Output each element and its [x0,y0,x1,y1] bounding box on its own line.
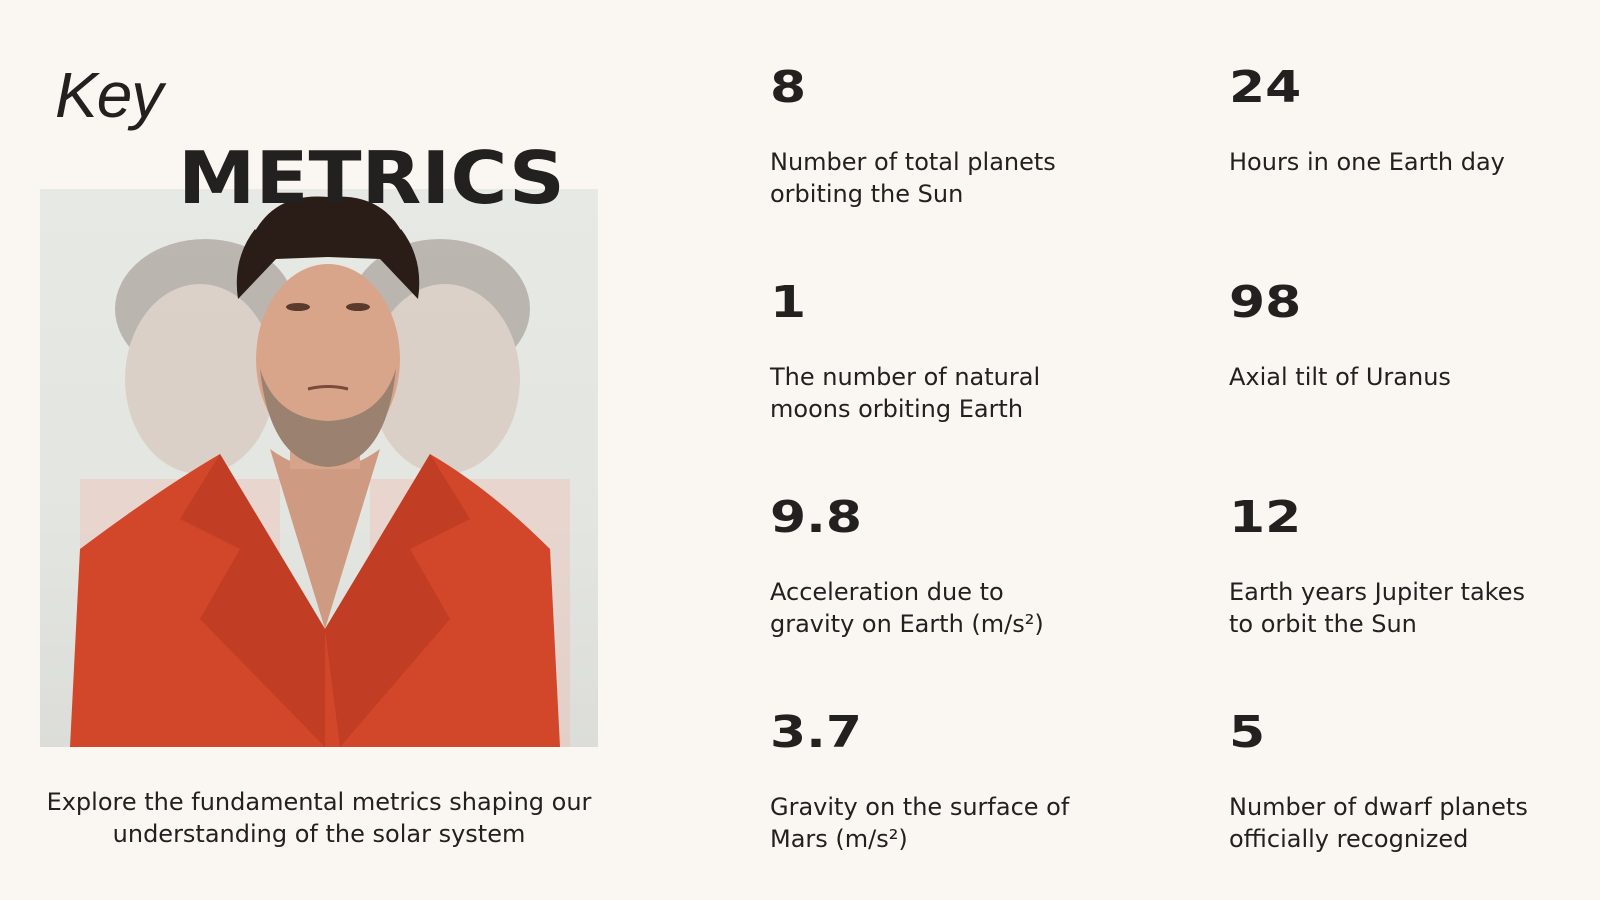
metric-card-uranus-tilt [1229,277,1589,393]
metric-value: 8 [770,62,807,113]
metric-description: The number of natural moons orbiting Earth [770,363,1041,423]
metric-card-earth-moons [770,277,1130,425]
title-metrics: METRICS [178,136,565,220]
portrait-photo [40,189,598,747]
metric-value: 9.8 [770,492,862,543]
metric-description: Earth years Jupiter takes to orbit the Sun [1229,578,1525,638]
metric-card-mars-gravity [770,707,1130,855]
metric-description: Axial tilt of Uranus [1229,363,1451,391]
title-key: Key [55,59,163,131]
metric-value: 1 [770,277,807,328]
metric-card-dwarf-planets [1229,707,1589,855]
intro-caption: Explore the fundamental metrics shaping our understanding of the solar system [46,788,592,848]
metric-card-day-hours [1229,62,1589,178]
metric-card-planets [770,62,1130,210]
metric-description: Acceleration due to gravity on Earth (m/s²) [770,578,1044,638]
metric-description: Gravity on the surface of Mars (m/s²) [770,793,1070,853]
metric-value: 12 [1229,492,1302,543]
metric-value: 98 [1229,277,1302,328]
metric-value: 5 [1229,707,1266,758]
metric-description: Number of total planets orbiting the Sun [770,148,1056,208]
metric-value: 24 [1229,62,1302,113]
metric-card-earth-gravity [770,492,1130,640]
metric-card-jupiter-orbit [1229,492,1589,640]
metric-value: 3.7 [770,707,862,758]
metric-description: Hours in one Earth day [1229,148,1505,176]
metric-description: Number of dwarf planets officially recognized [1229,793,1528,853]
